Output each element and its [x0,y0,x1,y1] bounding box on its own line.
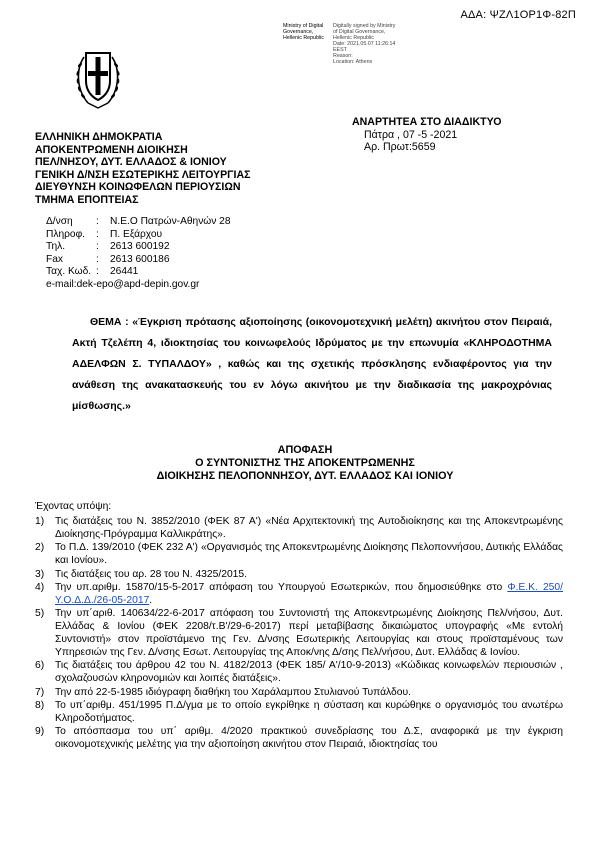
header-line: ΕΛΛΗΝΙΚΗ ΔΗΜΟΚΡΑΤΙΑ [35,131,163,143]
list-item: 4) Την υπ.αριθμ. 15870/15-5-2017 απόφαση του Υπουργού Εσωτερικών, που δημοσιεύθηκε στο Φ.Ε.Κ. 250/Υ.Ο.Δ.Δ./26-05-2017. [35,581,564,606]
list-item: 6) Τις διατάξεις του άρθρου 42 του Ν. 4182/2013 (ΦΕΚ 185/ Α'/10-9-2013) «Κώδικας κοινωφελών περιουσιών , σχολαζουσών κληρονομιών και λοιπές διατάξεις». [35,660,563,685]
place-date: Πάτρα , 07 -5 -2021 [364,128,458,141]
subject-label: ΘΕΜΑ : [90,316,129,328]
list-item: 3) Τις διατάξεις του αρ. 28 του Ν. 4325/2015. [35,568,247,580]
header-line: ΠΕΛ/ΝΗΣΟΥ, ΔΥΤ. ΕΛΛΑΔΟΣ & ΙΟΝΙΟΥ [35,156,227,169]
list-item: 2) Το Π.Δ. 139/2010 (ΦΕΚ 232 Α') «Οργανισμός της Αποκεντρωμένης Διοίκησης Πελοποννήσου, Δυτικής Ελλάδας και Ιονίου». [35,542,563,567]
contact-row: Τηλ. : 2613 600192 [46,241,170,253]
decision-authority-line: Ο ΣΥΝΤΟΝΙΣΤΗΣ ΤΗΣ ΑΠΟΚΕΝΤΡΩΜΕΝΗΣ [195,457,415,469]
fek-link[interactable]: Φ.Ε.Κ. 250/Υ.Ο.Δ.Δ./26-05-2017 [55,581,564,606]
contact-row: Fax : 2613 600186 [46,253,170,265]
posting-notice: ΑΝΑΡΤΗΤΕΑ ΣΤΟ ΔΙΑΔΙΚΤΥΟ [352,116,502,128]
contact-row: Πληροφ. : Π. Εξάρχου [46,228,163,240]
ada-code: ΑΔΑ: ΨΖΛ1ΟΡ1Φ-82Π [460,9,576,21]
subject-text: «Έγκριση πρότασης αξιοποίησης (οικονομοτεχνική μελέτη) ακινήτου στον Πειραιά, Ακτή Τζελέπη 4, ιδιοκτησίας του κοινωφελούς Ιδρύματος με την επωνυμία «ΚΛΗΡΟΔΟΤΗΜΑ ΑΔΕΛΦΩΝ Σ. ΤΥΠΑΛΔΟΥ» , καθώς και της σχετικής πρόσκλησης ενδιαφέροντος για την ανάθεση της ανακατασκευής του εν λόγω ακινήτου με την διαδικασία της μακροχρόνιας μίσθωσης.» [72,316,553,412]
email-link[interactable]: e-mail:dek-epo@apd-depin.gov.gr [46,278,200,290]
decision-title: ΑΠΟΦΑΣΗ [277,444,333,456]
contact-row: Δ/νση : Ν.Ε.Ο Πατρών-Αθηνών 28 [46,216,231,227]
list-item: 8) Το υπ΄αριθμ. 451/1995 Π.Δ/γμα με το οποίο εγκρίθηκε η σύσταση και κυρώθηκε ο οργανισμός του ανωτέρω Κληροδοτήματος. [35,700,563,724]
contact-block [36,216,231,292]
issuer-header [35,131,250,207]
list-item: 9) Το απόσπασμα του υπ΄ αριθμ. 4/2020 πρακτικού συνεδρίασης του Δ.Σ, αναφορικά με την έγκριση οικονομοτεχνικής μελέτης για την αξιοποίηση ακινήτου στον Πειραιά, ιδιοκτησίας του [35,726,563,751]
header-line: ΑΠΟΚΕΝΤΡΩΜΕΝΗ ΔΙΟΙΚΗΣΗ [35,143,188,156]
document-body [35,501,563,753]
decision-authority-line: ΔΙΟΙΚΗΣΗΣ ΠΕΛΟΠΟΝΝΗΣΟΥ, ΔΥΤ. ΕΛΛΑΔΟΣ ΚΑΙ ΙΟΝΙΟΥ [156,470,454,482]
greek-coat-of-arms-icon [74,45,122,111]
subject-block [72,312,552,417]
protocol-number: Αρ. Πρωτ:5659 [364,141,436,154]
header-line: ΔΙΕΥΘΥΝΣΗ ΚΟΙΝΩΦΕΛΩΝ ΠΕΡΙΟΥΣΙΩΝ [35,181,241,194]
digital-signature [283,23,413,65]
signature-signer: Ministry of Digital Governance, Hellenic Republic [283,23,324,41]
contact-row: Ταχ. Κωδ. : 26441 [46,266,139,278]
list-item: 7) Την από 22-5-1985 ιδιόγραφη διαθήκη του Χαράλαμπου Στυλιανού Τυπάλδου. [35,686,411,698]
header-line: ΤΜΗΜΑ ΕΠΟΠΤΕΙΑΣ [35,193,139,206]
list-item: 1) Τις διατάξεις του Ν. 3852/2010 (ΦΕΚ 87 Α') «Νέα Αρχιτεκτονική της Αυτοδιοίκησης και της Αποκεντρωμένης Διοίκησης-Πρόγραμμα Καλλικράτης». [35,515,563,540]
document-info [352,116,502,154]
decision-heading [60,444,550,483]
signature-details: Digitally signed by Ministry of Digital Governance, Hellenic Republic Date: 2021.05.07 11:26:14 EEST Reason: Location: Athens [333,23,396,65]
considerations-list [35,516,563,752]
header-line: ΓΕΝΙΚΗ Δ/ΝΣΗ ΕΣΩΤΕΡΙΚΗΣ ΛΕΙΤΟΥΡΓΙΑΣ [35,168,251,181]
list-item: 5) Την υπ΄αριθ. 140634/22-6-2017 απόφαση του Συντονιστή της Αποκεντρωμένης Διοίκησης Πελ/νήσου, Δυτ. Ελλάδας & Ιονίου (ΦΕΚ 2208/τ.Β'/29-6-2017) περί μεταβίβασης δικαιώματος υπογραφής «Με εντολή Συντονιστή» στον προϊστάμενο της Γεν. Δ/νσης Εσωτερικής Λειτουργίας και στους προϊσταμένους των Υπηρεσιών της Γεν. Δ/νσης Εσωτ. Λειτουργίας της Αποκ/νης Δ/σης Πελ/νήσου, Δυτ. Ελλάδας & Ιονίου. [35,608,563,658]
considering-intro: Έχοντας υπόψη: [35,501,112,512]
